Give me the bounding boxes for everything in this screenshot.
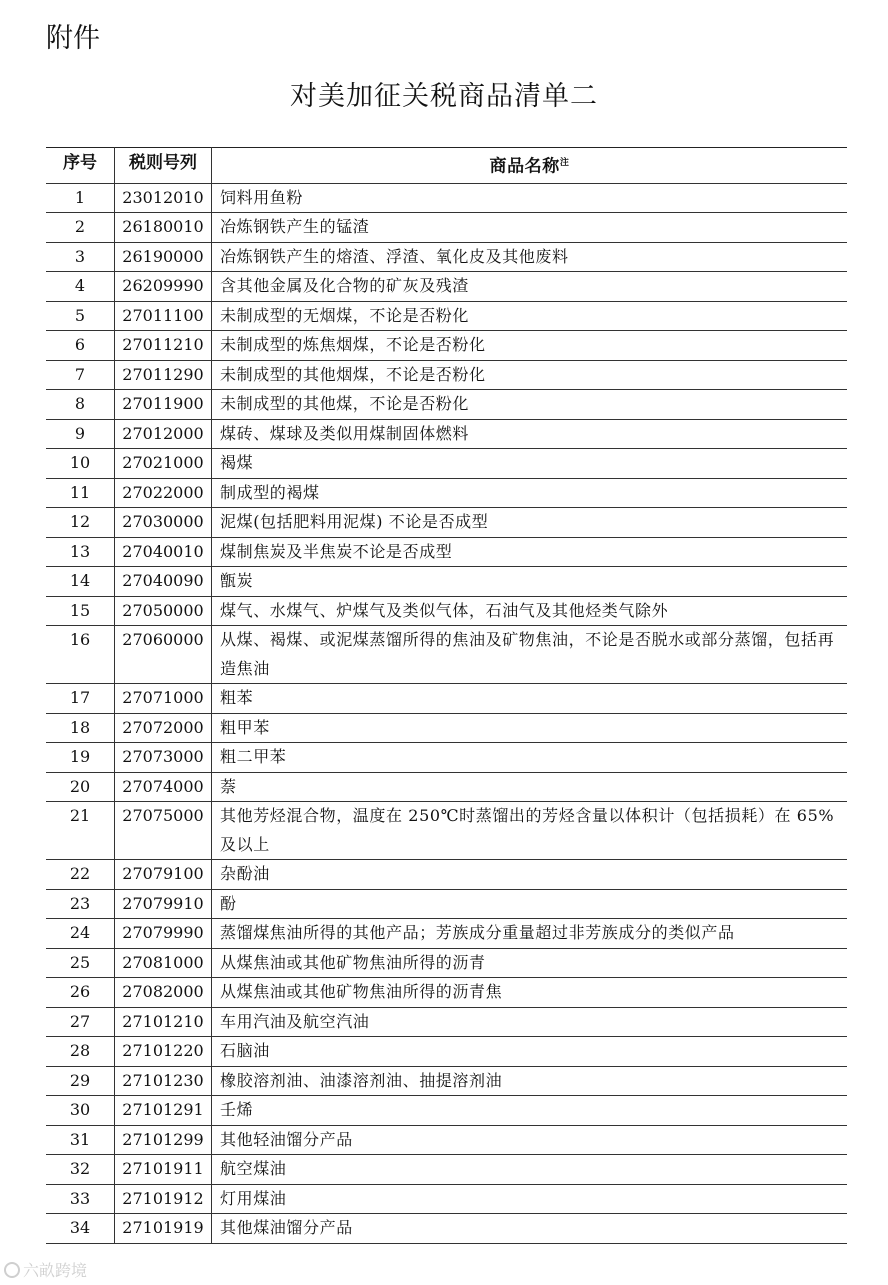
attachment-label: 附件 [46,23,100,54]
table-row [46,743,847,773]
row-name: 粗苯 [212,684,848,714]
row-name: 制成型的褐煤 [212,478,848,508]
row-no: 15 [46,596,115,626]
row-no: 20 [46,772,115,802]
row-name: 粗甲苯 [212,713,848,743]
table-header-row [46,148,847,184]
table-row [46,626,847,684]
row-no: 16 [46,626,115,684]
row-name: 煤制焦炭及半焦炭不论是否成型 [212,537,848,567]
row-code: 27079100 [115,860,212,890]
row-name: 其他煤油馏分产品 [212,1214,848,1244]
row-code: 27101291 [115,1096,212,1126]
row-name: 航空煤油 [212,1155,848,1185]
table-row [46,684,847,714]
header-code: 税则号列 [115,148,212,184]
row-code: 27060000 [115,626,212,684]
table-row [46,272,847,302]
row-no: 8 [46,390,115,420]
row-name: 含其他金属及化合物的矿灰及残渣 [212,272,848,302]
row-name: 从煤、褐煤、或泥煤蒸馏所得的焦油及矿物焦油，不论是否脱水或部分蒸馏，包括再造焦油 [212,626,848,684]
row-name: 其他轻油馏分产品 [212,1125,848,1155]
row-no: 26 [46,978,115,1008]
row-no: 7 [46,360,115,390]
row-code: 23012010 [115,183,212,213]
row-no: 3 [46,242,115,272]
row-code: 27079990 [115,919,212,949]
row-name: 未制成型的其他煤，不论是否粉化 [212,390,848,420]
row-code: 27021000 [115,449,212,479]
table-row [46,772,847,802]
row-no: 33 [46,1184,115,1214]
header-name [212,148,848,184]
row-code: 27073000 [115,743,212,773]
table-row [46,596,847,626]
header-no: 序号 [46,148,115,184]
row-name: 酚 [212,889,848,919]
table-row [46,860,847,890]
row-no: 14 [46,567,115,597]
table-row [46,919,847,949]
row-name: 未制成型的其他烟煤，不论是否粉化 [212,360,848,390]
row-no: 25 [46,948,115,978]
table-row [46,390,847,420]
table-row [46,419,847,449]
header-name-note: 注 [559,158,570,168]
table-row [46,567,847,597]
table-row [46,508,847,538]
row-no: 2 [46,213,115,243]
row-name: 煤气、水煤气、炉煤气及类似气体，石油气及其他烃类气除外 [212,596,848,626]
table-row [46,889,847,919]
row-code: 27011900 [115,390,212,420]
row-name: 从煤焦油或其他矿物焦油所得的沥青 [212,948,848,978]
row-code: 27101220 [115,1037,212,1067]
table-row [46,1096,847,1126]
row-code: 27040010 [115,537,212,567]
row-name: 甑炭 [212,567,848,597]
row-code: 27011100 [115,301,212,331]
row-code: 27074000 [115,772,212,802]
table-row [46,1155,847,1185]
row-no: 13 [46,537,115,567]
table-row [46,713,847,743]
row-no: 19 [46,743,115,773]
table-row [46,242,847,272]
row-code: 27079910 [115,889,212,919]
row-no: 18 [46,713,115,743]
row-name: 冶炼钢铁产生的锰渣 [212,213,848,243]
row-no: 24 [46,919,115,949]
table-row [46,449,847,479]
table-row [46,978,847,1008]
row-code: 27040090 [115,567,212,597]
row-no: 11 [46,478,115,508]
table-row [46,183,847,213]
row-no: 10 [46,449,115,479]
watermark [4,1258,87,1281]
row-no: 4 [46,272,115,302]
row-code: 27011210 [115,331,212,361]
row-name: 冶炼钢铁产生的熔渣、浮渣、氧化皮及其他废料 [212,242,848,272]
table-row [46,948,847,978]
row-code: 27101919 [115,1214,212,1244]
row-code: 27050000 [115,596,212,626]
row-no: 21 [46,802,115,860]
table-row [46,537,847,567]
row-name: 车用汽油及航空汽油 [212,1007,848,1037]
row-code: 27101210 [115,1007,212,1037]
row-code: 27022000 [115,478,212,508]
row-code: 26209990 [115,272,212,302]
tariff-table [46,147,847,1244]
row-name: 杂酚油 [212,860,848,890]
row-code: 27101230 [115,1066,212,1096]
row-code: 27012000 [115,419,212,449]
row-code: 27030000 [115,508,212,538]
table-row [46,1066,847,1096]
logo-icon [4,1262,20,1278]
row-no: 1 [46,183,115,213]
table-row [46,360,847,390]
row-no: 32 [46,1155,115,1185]
row-name: 石脑油 [212,1037,848,1067]
row-no: 29 [46,1066,115,1096]
table-row [46,1184,847,1214]
table-row [46,478,847,508]
row-name: 煤砖、煤球及类似用煤制固体燃料 [212,419,848,449]
row-name: 其他芳烃混合物，温度在 250℃时蒸馏出的芳烃含量以体积计（包括损耗）在 65%及以上 [212,802,848,860]
row-name: 萘 [212,772,848,802]
row-no: 6 [46,331,115,361]
table-row [46,1214,847,1244]
row-code: 26180010 [115,213,212,243]
row-name: 壬烯 [212,1096,848,1126]
row-name: 蒸馏煤焦油所得的其他产品；芳族成分重量超过非芳族成分的类似产品 [212,919,848,949]
row-code: 27071000 [115,684,212,714]
row-code: 27101911 [115,1155,212,1185]
row-code: 27101299 [115,1125,212,1155]
row-no: 28 [46,1037,115,1067]
table-row [46,802,847,860]
row-no: 27 [46,1007,115,1037]
row-name: 从煤焦油或其他矿物焦油所得的沥青焦 [212,978,848,1008]
table-row [46,1037,847,1067]
row-code: 27082000 [115,978,212,1008]
row-no: 31 [46,1125,115,1155]
row-code: 27081000 [115,948,212,978]
row-name: 橡胶溶剂油、油漆溶剂油、抽提溶剂油 [212,1066,848,1096]
row-code: 27075000 [115,802,212,860]
row-name: 褐煤 [212,449,848,479]
row-name: 粗二甲苯 [212,743,848,773]
table-row [46,1007,847,1037]
row-no: 5 [46,301,115,331]
row-code: 27072000 [115,713,212,743]
row-code: 27101912 [115,1184,212,1214]
row-no: 12 [46,508,115,538]
row-no: 34 [46,1214,115,1244]
row-name: 未制成型的无烟煤，不论是否粉化 [212,301,848,331]
row-name: 未制成型的炼焦烟煤，不论是否粉化 [212,331,848,361]
table-row [46,213,847,243]
row-name: 灯用煤油 [212,1184,848,1214]
row-no: 9 [46,419,115,449]
row-name: 泥煤(包括肥料用泥煤) 不论是否成型 [212,508,848,538]
row-name: 饲料用鱼粉 [212,183,848,213]
table-row [46,1125,847,1155]
row-no: 22 [46,860,115,890]
watermark-text: 六畝跨境 [23,1261,88,1280]
row-no: 17 [46,684,115,714]
row-no: 23 [46,889,115,919]
row-code: 27011290 [115,360,212,390]
table-row [46,301,847,331]
row-code: 26190000 [115,242,212,272]
row-no: 30 [46,1096,115,1126]
page-title: 对美加征关税商品清单二 [290,81,598,112]
header-name-label: 商品名称 [489,156,560,177]
table-row [46,331,847,361]
